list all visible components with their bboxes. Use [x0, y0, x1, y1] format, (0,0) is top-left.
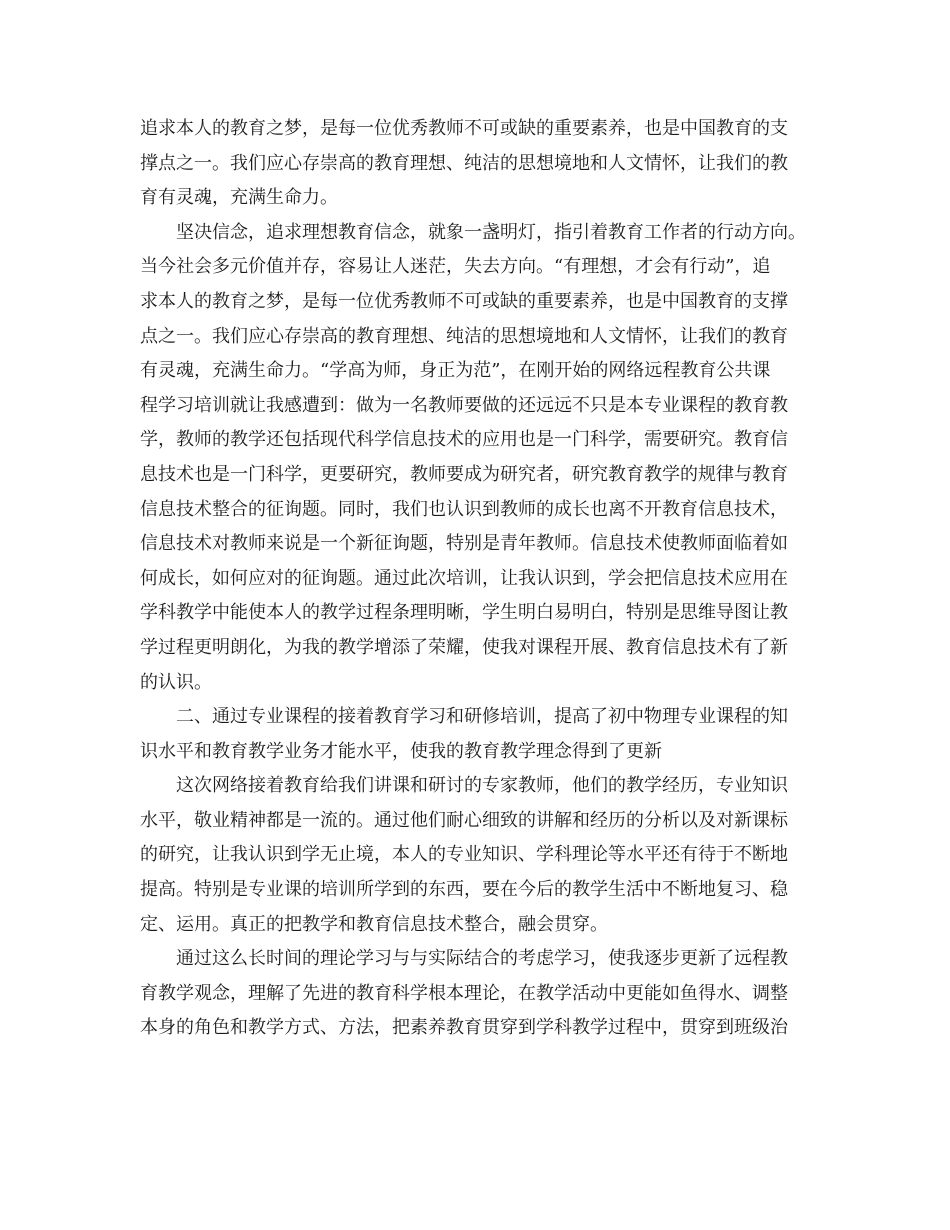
- text-line: 求本人的教育之梦，是每一位优秀教师不可或缺的重要素养，也是中国教育的支撑: [140, 290, 788, 312]
- text-line: 这次网络接着教育给我们讲课和研讨的专家教师，他们的教学经历，专业知识: [176, 775, 788, 797]
- text-line: 信息技术对教师来说是一个新征询题，特别是青年教师。信息技术使教师面临着如: [140, 533, 788, 555]
- text-line: 二、通过专业课程的接着教育学习和研修培训，提高了初中物理专业课程的知: [176, 706, 788, 728]
- text-line: 学科教学中能使本人的教学过程条理明晰，学生明白易明白，特别是思维导图让教: [140, 602, 788, 624]
- text-line: 通过这么长时间的理论学习与与实际结合的考虑学习，使我逐步更新了远程教: [176, 948, 788, 970]
- text-line: 信息技术整合的征询题。同时，我们也认识到教师的成长也离不开教育信息技术，: [140, 498, 788, 520]
- text-line: 育有灵魂，充满生命力。: [140, 187, 338, 209]
- text-line: 点之一。我们应心存崇高的教育理想、纯洁的思想境地和人文情怀，让我们的教育: [140, 325, 788, 347]
- text-line: 定、运用。真正的把教学和教育信息技术整合，融会贯穿。: [140, 913, 608, 935]
- text-line: 学，教师的教学还包括现代科学信息技术的应用也是一门科学，需要研究。教育信: [140, 429, 788, 451]
- text-line: 程学习培训就让我感遭到：做为一名教师要做的还远远不只是本专业课程的教育教: [140, 394, 788, 416]
- document-body: [140, 112, 815, 1046]
- text-line: 水平，敬业精神都是一流的。通过他们耐心细致的讲解和经历的分析以及对新课标: [140, 809, 788, 831]
- text-line: 本身的角色和教学方式、方法，把素养教育贯穿到学科教学过程中，贯穿到班级治: [140, 1017, 788, 1039]
- text-line: 育教学观念，理解了先进的教育科学根本理论，在教学活动中更能如鱼得水、调整: [140, 982, 788, 1004]
- text-line: 坚决信念，追求理想教育信念，就象一盏明灯，指引着教育工作者的行动方向。: [176, 221, 806, 243]
- text-line: 的研究，让我认识到学无止境，本人的专业知识、学科理论等水平还有待于不断地: [140, 844, 788, 866]
- text-line: 息技术也是一门科学，更要研究，教师要成为研究者，研究教育教学的规律与教育: [140, 463, 788, 485]
- text-line: 的认识。: [140, 671, 212, 693]
- text-line: 当今社会多元价值并存，容易让人迷茫，失去方向。“有理想，才会有行动”，追: [140, 256, 771, 278]
- text-line: 学过程更明朗化，为我的教学增添了荣耀，使我对课程开展、教育信息技术有了新: [140, 636, 788, 658]
- text-line: 何成长，如何应对的征询题。通过此次培训，让我认识到，学会把信息技术应用在: [140, 567, 788, 589]
- text-line: 追求本人的教育之梦，是每一位优秀教师不可或缺的重要素养，也是中国教育的支: [140, 118, 788, 139]
- text-line: 撑点之一。我们应心存崇高的教育理想、纯洁的思想境地和人文情怀，让我们的教: [140, 152, 788, 174]
- text-line: 有灵魂，充满生命力。“学高为师，身正为范”，在刚开始的网络远程教育公共课: [140, 360, 771, 382]
- text-line: 识水平和教育教学业务才能水平，使我的教育教学理念得到了更新: [140, 740, 662, 762]
- text-line: 提高。特别是专业课的培训所学到的东西，要在今后的教学生活中不断地复习、稳: [140, 879, 788, 901]
